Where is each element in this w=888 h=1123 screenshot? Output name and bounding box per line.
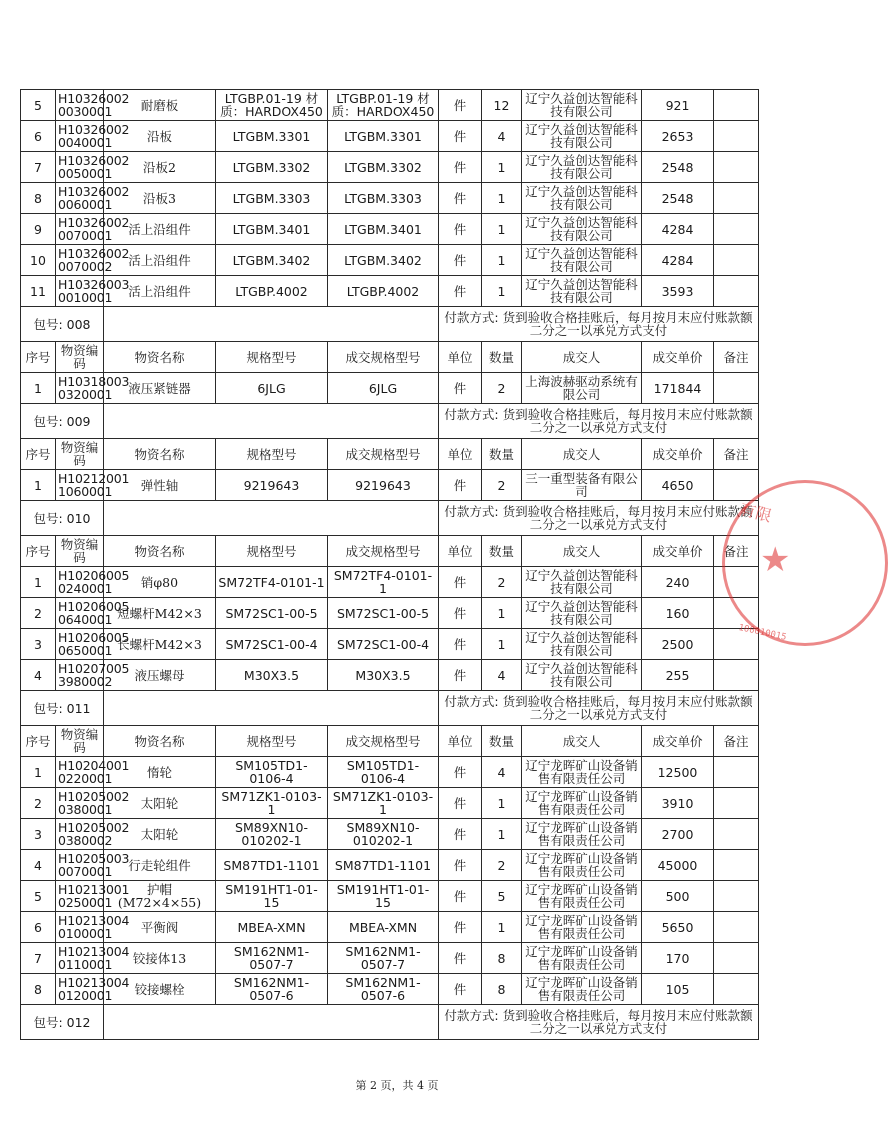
column-header: 序号 [21,342,56,373]
cell-note [714,850,759,881]
cell-spec2: SM71ZK1-0103-1 [328,788,439,819]
cell-qty: 8 [482,943,522,974]
cell-vendor: 辽宁久益创达智能科技有限公司 [522,598,642,629]
table-row [21,121,759,152]
cell-qty: 1 [482,819,522,850]
column-header: 规格型号 [216,726,328,757]
cell-no: 8 [21,974,56,1005]
cell-spec: SM72TF4-0101-1 [216,567,328,598]
cell-qty: 2 [482,567,522,598]
cell-name: 活上沿组件 [104,276,216,307]
cell-spec2: LTGBM.3401 [328,214,439,245]
column-header: 物资名称 [104,342,216,373]
cell-qty: 2 [482,850,522,881]
cell-name: 沿板 [104,121,216,152]
cell-price: 2653 [642,121,714,152]
column-header: 成交人 [522,439,642,470]
cell-spec2: MBEA-XMN [328,912,439,943]
cell-vendor: 辽宁久益创达智能科技有限公司 [522,90,642,121]
column-header: 备注 [714,536,759,567]
cell-no: 1 [21,757,56,788]
cell-code: H10206005 0640001 [56,598,104,629]
cell-qty: 4 [482,757,522,788]
table-row [21,788,759,819]
cell-spec2: LTGBM.3402 [328,245,439,276]
cell-qty: 4 [482,121,522,152]
cell-note [714,245,759,276]
column-header: 数量 [482,439,522,470]
cell-unit: 件 [439,912,482,943]
cell-no: 1 [21,373,56,404]
cell-code: H10206005 0650001 [56,629,104,660]
column-header: 物资名称 [104,439,216,470]
cell-unit: 件 [439,276,482,307]
package-label: 包号: 010 [21,501,104,536]
cell-qty: 1 [482,152,522,183]
cell-code: H10206005 0240001 [56,567,104,598]
cell-qty: 1 [482,276,522,307]
cell-spec2: SM89XN10-010202-1 [328,819,439,850]
cell-unit: 件 [439,881,482,912]
payment-terms: 付款方式: 货到验收合格挂账后，每月按月末应付账款额二分之一以承兑方式支付 [439,1005,759,1040]
cell-spec2: SM162NM1-0507-7 [328,943,439,974]
cell-qty: 1 [482,788,522,819]
cell-code: H10326003 0010001 [56,276,104,307]
cell-spec: M30X3.5 [216,660,328,691]
table-row [21,881,759,912]
cell-unit: 件 [439,567,482,598]
cell-no: 10 [21,245,56,276]
cell-code: H10205003 0070001 [56,850,104,881]
table-row [21,276,759,307]
cell-price: 2548 [642,152,714,183]
cell-price: 2500 [642,629,714,660]
table-body [21,90,759,1040]
cell-note [714,660,759,691]
cell-spec: LTGBM.3301 [216,121,328,152]
cell-name: 液压紧链器 [104,373,216,404]
cell-name: 活上沿组件 [104,214,216,245]
payment-terms: 付款方式: 货到验收合格挂账后，每月按月末应付账款额二分之一以承兑方式支付 [439,404,759,439]
table-row [21,819,759,850]
cell-unit: 件 [439,974,482,1005]
cell-vendor: 辽宁久益创达智能科技有限公司 [522,214,642,245]
column-header: 成交规格型号 [328,726,439,757]
cell-spec: 6JLG [216,373,328,404]
cell-price: 255 [642,660,714,691]
cell-no: 4 [21,850,56,881]
package-label: 包号: 008 [21,307,104,342]
cell-spec2: LTGBM.3301 [328,121,439,152]
cell-vendor: 辽宁久益创达智能科技有限公司 [522,660,642,691]
header-row [21,342,759,373]
cell-qty: 1 [482,629,522,660]
cell-spec2: SM72SC1-00-4 [328,629,439,660]
header-row [21,726,759,757]
cell-no: 8 [21,183,56,214]
table-row [21,943,759,974]
table-row [21,183,759,214]
cell-vendor: 三一重型装备有限公司 [522,470,642,501]
cell-note [714,214,759,245]
column-header: 数量 [482,536,522,567]
cell-spec2: LTGBP.4002 [328,276,439,307]
cell-note [714,470,759,501]
cell-price: 171844 [642,373,714,404]
cell-spec2: LTGBP.01-19 材质：HARDOX450 [328,90,439,121]
column-header: 规格型号 [216,342,328,373]
cell-price: 170 [642,943,714,974]
cell-price: 921 [642,90,714,121]
cell-note [714,276,759,307]
cell-unit: 件 [439,470,482,501]
cell-code: H10318003 0320001 [56,373,104,404]
cell-name: 太阳轮 [104,788,216,819]
column-header: 物资编码 [56,342,104,373]
package-spacer [104,691,439,726]
cell-spec: SM105TD1-0106-4 [216,757,328,788]
column-header: 成交规格型号 [328,439,439,470]
cell-no: 6 [21,912,56,943]
package-row [21,1005,759,1040]
cell-price: 2548 [642,183,714,214]
cell-code: H10207005 3980002 [56,660,104,691]
table-row [21,974,759,1005]
cell-note [714,974,759,1005]
page-footer: 第 2 页，共 4 页 [355,1079,439,1092]
column-header: 单位 [439,342,482,373]
cell-no: 7 [21,152,56,183]
table-row [21,850,759,881]
cell-price: 4284 [642,214,714,245]
cell-no: 5 [21,881,56,912]
cell-name: 铰接螺栓 [104,974,216,1005]
table-row [21,214,759,245]
package-label: 包号: 011 [21,691,104,726]
cell-unit: 件 [439,850,482,881]
seal-star-icon: ★ [760,540,791,580]
header-row [21,536,759,567]
cell-name: 销φ80 [104,567,216,598]
cell-vendor: 辽宁龙晖矿山设备销售有限责任公司 [522,850,642,881]
package-label: 包号: 009 [21,404,104,439]
package-spacer [104,1005,439,1040]
seal-text: 有限 [737,499,774,526]
cell-price: 2700 [642,819,714,850]
column-header: 单位 [439,439,482,470]
cell-price: 105 [642,974,714,1005]
cell-spec: SM191HT1-01-15 [216,881,328,912]
cell-qty: 12 [482,90,522,121]
table-row [21,757,759,788]
column-header: 数量 [482,342,522,373]
column-header: 成交单价 [642,536,714,567]
column-header: 成交单价 [642,342,714,373]
cell-no: 2 [21,598,56,629]
cell-price: 4650 [642,470,714,501]
cell-code: H10326002 0030001 [56,90,104,121]
cell-note [714,121,759,152]
cell-spec: SM71ZK1-0103-1 [216,788,328,819]
cell-vendor: 辽宁久益创达智能科技有限公司 [522,152,642,183]
cell-name: 短螺杆M42×3 [104,598,216,629]
cell-unit: 件 [439,629,482,660]
cell-no: 3 [21,819,56,850]
cell-qty: 2 [482,373,522,404]
table-row [21,567,759,598]
column-header: 成交规格型号 [328,342,439,373]
cell-vendor: 上海波赫驱动系统有限公司 [522,373,642,404]
cell-code: H10204001 0220001 [56,757,104,788]
cell-qty: 1 [482,183,522,214]
cell-unit: 件 [439,660,482,691]
column-header: 物资名称 [104,726,216,757]
column-header: 数量 [482,726,522,757]
cell-price: 45000 [642,850,714,881]
cell-code: H10326002 0060001 [56,183,104,214]
cell-vendor: 辽宁龙晖矿山设备销售有限责任公司 [522,912,642,943]
cell-vendor: 辽宁龙晖矿山设备销售有限责任公司 [522,943,642,974]
cell-vendor: 辽宁久益创达智能科技有限公司 [522,121,642,152]
cell-spec: LTGBM.3402 [216,245,328,276]
column-header: 成交规格型号 [328,536,439,567]
cell-no: 11 [21,276,56,307]
cell-code: H10205002 0380001 [56,788,104,819]
package-row [21,691,759,726]
cell-code: H10213001 0250001 [56,881,104,912]
cell-qty: 8 [482,974,522,1005]
cell-spec: SM87TD1-1101 [216,850,328,881]
cell-spec: SM72SC1-00-4 [216,629,328,660]
package-row [21,307,759,342]
cell-price: 3910 [642,788,714,819]
cell-code: H10326002 0070001 [56,214,104,245]
cell-name: 行走轮组件 [104,850,216,881]
cell-unit: 件 [439,598,482,629]
cell-unit: 件 [439,152,482,183]
column-header: 备注 [714,342,759,373]
cell-name: 惰轮 [104,757,216,788]
cell-unit: 件 [439,757,482,788]
cell-spec: LTGBM.3401 [216,214,328,245]
table-row [21,470,759,501]
cell-qty: 1 [482,912,522,943]
cell-spec: MBEA-XMN [216,912,328,943]
cell-spec2: SM87TD1-1101 [328,850,439,881]
cell-vendor: 辽宁龙晖矿山设备销售有限责任公司 [522,974,642,1005]
column-header: 单位 [439,726,482,757]
cell-note [714,90,759,121]
cell-unit: 件 [439,214,482,245]
cell-unit: 件 [439,121,482,152]
column-header: 物资编码 [56,439,104,470]
cell-name: 沿板3 [104,183,216,214]
cell-unit: 件 [439,183,482,214]
cell-vendor: 辽宁龙晖矿山设备销售有限责任公司 [522,881,642,912]
cell-note [714,943,759,974]
cell-vendor: 辽宁久益创达智能科技有限公司 [522,629,642,660]
cell-name: 铰接体13 [104,943,216,974]
cell-no: 2 [21,788,56,819]
cell-vendor: 辽宁龙晖矿山设备销售有限责任公司 [522,757,642,788]
cell-note [714,819,759,850]
cell-spec: SM162NM1-0507-7 [216,943,328,974]
column-header: 物资名称 [104,536,216,567]
cell-name: 太阳轮 [104,819,216,850]
cell-unit: 件 [439,373,482,404]
cell-spec2: SM191HT1-01-15 [328,881,439,912]
cell-code: H10213004 0120001 [56,974,104,1005]
cell-note [714,373,759,404]
payment-terms: 付款方式: 货到验收合格挂账后，每月按月末应付账款额二分之一以承兑方式支付 [439,691,759,726]
header-row [21,439,759,470]
cell-code: H10213004 0100001 [56,912,104,943]
cell-qty: 5 [482,881,522,912]
cell-spec: SM72SC1-00-5 [216,598,328,629]
cell-spec2: SM72TF4-0101-1 [328,567,439,598]
cell-spec: LTGBP.01-19 材质：HARDOX450 [216,90,328,121]
cell-name: 平衡阀 [104,912,216,943]
cell-unit: 件 [439,943,482,974]
cell-vendor: 辽宁龙晖矿山设备销售有限责任公司 [522,788,642,819]
column-header: 成交单价 [642,439,714,470]
cell-spec2: SM162NM1-0507-6 [328,974,439,1005]
cell-name: 活上沿组件 [104,245,216,276]
column-header: 成交单价 [642,726,714,757]
cell-note [714,912,759,943]
cell-name: 耐磨板 [104,90,216,121]
cell-spec2: 6JLG [328,373,439,404]
procurement-table [20,89,759,1040]
payment-terms: 付款方式: 货到验收合格挂账后，每月按月末应付账款额二分之一以承兑方式支付 [439,501,759,536]
package-spacer [104,501,439,536]
cell-price: 240 [642,567,714,598]
cell-no: 3 [21,629,56,660]
cell-spec2: 9219643 [328,470,439,501]
cell-no: 1 [21,470,56,501]
cell-price: 3593 [642,276,714,307]
cell-name: 液压螺母 [104,660,216,691]
cell-note [714,757,759,788]
column-header: 序号 [21,536,56,567]
cell-price: 12500 [642,757,714,788]
cell-qty: 4 [482,660,522,691]
column-header: 规格型号 [216,439,328,470]
package-row [21,404,759,439]
cell-note [714,881,759,912]
cell-name: 护帽(M72×4×55) [104,881,216,912]
cell-code: H10213004 0110001 [56,943,104,974]
cell-no: 4 [21,660,56,691]
column-header: 备注 [714,726,759,757]
cell-spec: SM89XN10-010202-1 [216,819,328,850]
cell-code: H10326002 0050001 [56,152,104,183]
cell-note [714,152,759,183]
table-row [21,152,759,183]
cell-spec: LTGBM.3302 [216,152,328,183]
cell-code: H10212001 1060001 [56,470,104,501]
cell-qty: 1 [482,214,522,245]
package-spacer [104,307,439,342]
cell-code: H10326002 0040001 [56,121,104,152]
cell-vendor: 辽宁久益创达智能科技有限公司 [522,245,642,276]
cell-price: 160 [642,598,714,629]
seal-code: 100010015 [737,623,788,643]
cell-spec2: LTGBM.3303 [328,183,439,214]
cell-vendor: 辽宁久益创达智能科技有限公司 [522,183,642,214]
cell-vendor: 辽宁久益创达智能科技有限公司 [522,276,642,307]
cell-spec: SM162NM1-0507-6 [216,974,328,1005]
cell-no: 7 [21,943,56,974]
cell-spec: 9219643 [216,470,328,501]
table-row [21,90,759,121]
package-row [21,501,759,536]
column-header: 序号 [21,439,56,470]
cell-unit: 件 [439,90,482,121]
column-header: 物资编码 [56,536,104,567]
cell-name: 弹性轴 [104,470,216,501]
column-header: 物资编码 [56,726,104,757]
table-row [21,629,759,660]
cell-spec2: M30X3.5 [328,660,439,691]
cell-vendor: 辽宁久益创达智能科技有限公司 [522,567,642,598]
cell-note [714,788,759,819]
cell-spec2: SM72SC1-00-5 [328,598,439,629]
column-header: 规格型号 [216,536,328,567]
column-header: 成交人 [522,342,642,373]
cell-unit: 件 [439,819,482,850]
cell-spec: LTGBP.4002 [216,276,328,307]
table-row [21,245,759,276]
cell-vendor: 辽宁龙晖矿山设备销售有限责任公司 [522,819,642,850]
column-header: 成交人 [522,726,642,757]
cell-unit: 件 [439,245,482,276]
cell-spec2: SM105TD1-0106-4 [328,757,439,788]
cell-no: 9 [21,214,56,245]
cell-qty: 1 [482,245,522,276]
payment-terms: 付款方式: 货到验收合格挂账后，每月按月末应付账款额二分之一以承兑方式支付 [439,307,759,342]
cell-note [714,183,759,214]
table-row [21,373,759,404]
cell-price: 4284 [642,245,714,276]
column-header: 单位 [439,536,482,567]
cell-price: 5650 [642,912,714,943]
package-spacer [104,404,439,439]
cell-code: H10326002 0070002 [56,245,104,276]
cell-code: H10205002 0380002 [56,819,104,850]
table-row [21,598,759,629]
cell-no: 6 [21,121,56,152]
cell-qty: 1 [482,598,522,629]
column-header: 备注 [714,439,759,470]
cell-spec2: LTGBM.3302 [328,152,439,183]
cell-no: 1 [21,567,56,598]
cell-unit: 件 [439,788,482,819]
cell-price: 500 [642,881,714,912]
cell-qty: 2 [482,470,522,501]
column-header: 成交人 [522,536,642,567]
cell-no: 5 [21,90,56,121]
package-label: 包号: 012 [21,1005,104,1040]
cell-spec: LTGBM.3303 [216,183,328,214]
column-header: 序号 [21,726,56,757]
table-row [21,660,759,691]
cell-name: 长螺杆M42×3 [104,629,216,660]
table-row [21,912,759,943]
cell-name: 沿板2 [104,152,216,183]
